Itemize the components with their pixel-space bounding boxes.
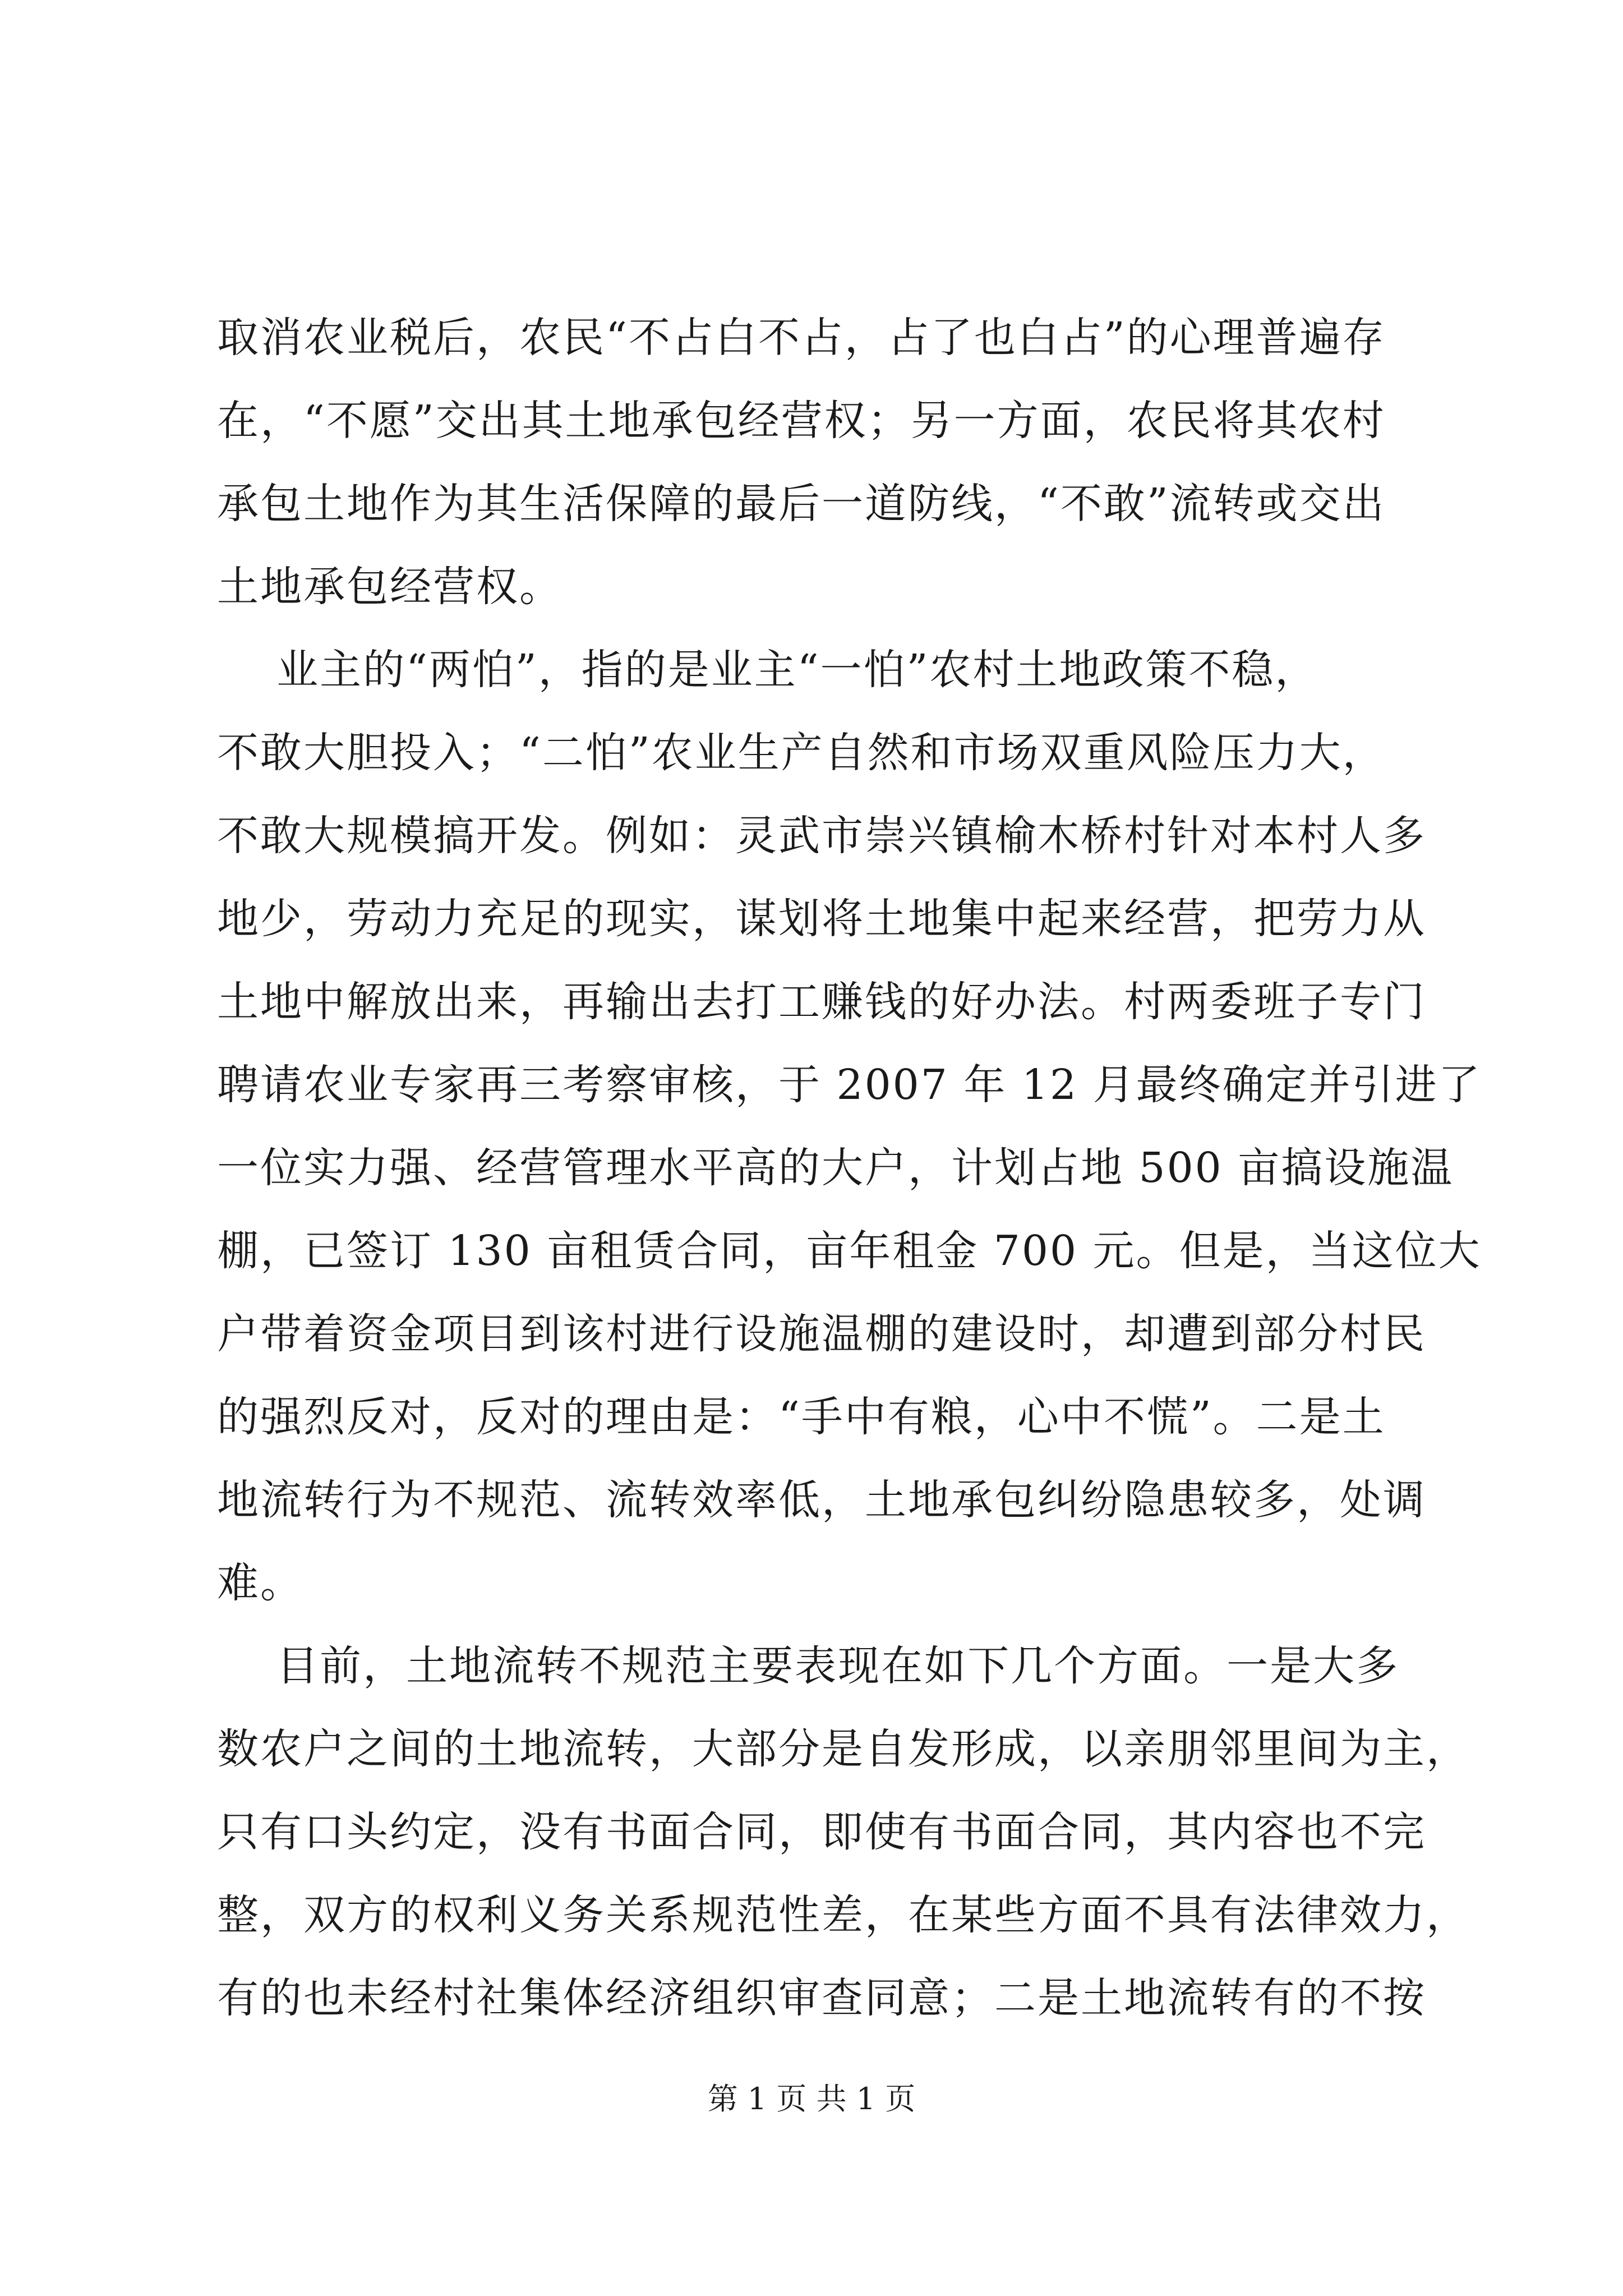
text-line: 整，双方的权利义务关系规范性差，在某些方面不具有法律效力，: [217, 1891, 1469, 1939]
text-line: 不敢大胆投入；“二怕”农业生产自然和市场双重风险压力大，: [217, 729, 1386, 777]
text-line: 户带着资金项目到该村进行设施温棚的建设时，却遭到部分村民: [217, 1310, 1426, 1358]
text-line: 一位实力强、经营管理水平高的大户，计划占地 500 亩搞设施温: [217, 1144, 1454, 1192]
text-line: 的强烈反对，反对的理由是：“手中有粮，心中不慌”。二是土: [217, 1393, 1386, 1441]
page-number-footer: 第 1 页 共 1 页: [707, 2081, 916, 2116]
text-line: 聘请农业专家再三考察审核，于 2007 年 12 月最终确定并引进了: [217, 1061, 1482, 1109]
text-line: 目前，土地流转不规范主要表现在如下几个方面。一是大多: [217, 1642, 1400, 1690]
text-line: 只有口头约定，没有书面合同，即使有书面合同，其内容也不完: [217, 1808, 1426, 1856]
text-line: 不敢大规模搞开发。例如：灵武市崇兴镇榆木桥村针对本村人多: [217, 812, 1426, 860]
text-line: 地流转行为不规范、流转效率低，土地承包纠纷隐患较多，处调: [217, 1476, 1426, 1524]
text-line: 在，“不愿”交出其土地承包经营权；另一方面，农民将其农村: [217, 397, 1386, 445]
text-line: 土地中解放出来，再输出去打工赚钱的好办法。村两委班子专门: [217, 978, 1426, 1026]
document-body: [217, 296, 1482, 2040]
text-line: 棚，已签订 130 亩租赁合同，亩年租金 700 元。但是，当这位大: [217, 1227, 1482, 1275]
text-line: 数农户之间的土地流转，大部分是自发形成，以亲朋邻里间为主，: [217, 1725, 1469, 1773]
text-line: 地少，劳动力充足的现实，谋划将土地集中起来经营，把劳力从: [217, 895, 1426, 943]
text-line: 土地承包经营权。: [217, 563, 562, 611]
text-line: 有的也未经村社集体经济组织审查同意；二是土地流转有的不按: [217, 1974, 1426, 2022]
text-line: 业主的“两怕”，指的是业主“一怕”农村土地政策不稳，: [217, 646, 1318, 694]
text-line: 取消农业税后，农民“不占白不占，占了也白占”的心理普遍存: [217, 314, 1386, 362]
text-line: 难。: [217, 1559, 303, 1607]
text-line: 承包土地作为其生活保障的最后一道防线，“不敢”流转或交出: [217, 480, 1386, 528]
